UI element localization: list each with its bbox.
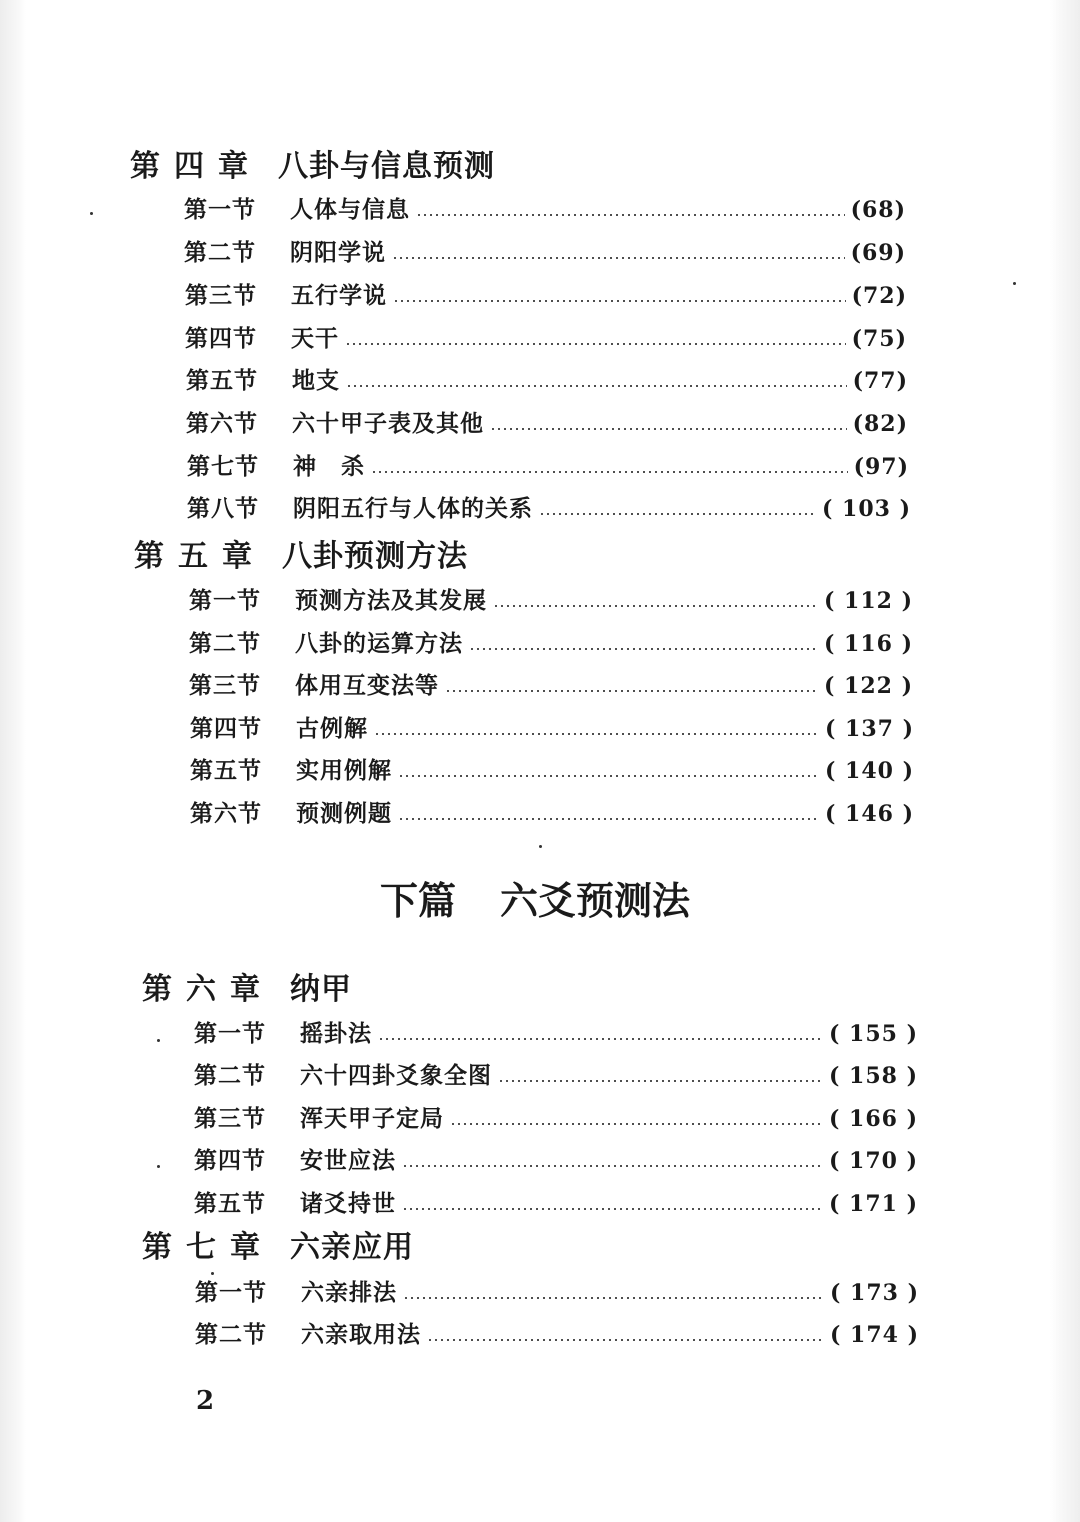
section-number: 第五节	[186, 367, 258, 394]
dot-leader	[398, 775, 819, 777]
section-number: 第七节	[187, 453, 259, 480]
toc-entry[interactable]	[195, 1281, 919, 1304]
page-ref: ( 140 )	[824, 757, 914, 784]
section-number: 第六节	[190, 800, 262, 827]
dot-leader	[403, 1297, 824, 1299]
dot-leader	[490, 428, 847, 430]
scan-speck	[157, 1039, 160, 1042]
page-ref: ( 158 )	[828, 1062, 918, 1089]
section-title: 神 杀	[293, 453, 365, 480]
chapter-heading	[142, 1230, 414, 1265]
dot-leader	[402, 1165, 823, 1167]
section-number: 第三节	[185, 282, 257, 309]
section-title: 地支	[292, 367, 340, 394]
dot-leader	[371, 471, 848, 473]
toc-entry[interactable]	[186, 412, 908, 435]
toc-entry[interactable]	[194, 1149, 918, 1172]
section-number: 第一节	[195, 1279, 267, 1306]
chapter-label: 第五章	[134, 539, 266, 574]
section-title: 六十四卦爻象全图	[300, 1062, 492, 1089]
page-ref: ( 166 )	[828, 1105, 918, 1132]
toc-entry[interactable]	[194, 1107, 918, 1130]
toc-entry[interactable]	[187, 497, 911, 520]
dot-leader	[392, 257, 845, 259]
toc-entry[interactable]	[195, 1323, 919, 1346]
chapter-heading	[142, 972, 352, 1007]
chapter-title: 六亲应用	[290, 1230, 414, 1265]
dot-leader	[393, 300, 846, 302]
toc-entry[interactable]	[187, 455, 909, 478]
scan-edge-left	[0, 0, 26, 1522]
dot-leader	[539, 513, 816, 515]
section-title: 六亲排法	[301, 1279, 397, 1306]
page-ref: (77)	[852, 367, 908, 394]
chapter-title: 纳甲	[290, 972, 352, 1007]
toc-entry[interactable]	[186, 369, 908, 392]
section-title: 安世应法	[300, 1147, 396, 1174]
dot-leader	[402, 1208, 823, 1210]
toc-entry[interactable]	[190, 759, 914, 782]
chapter-title: 八卦与信息预测	[278, 149, 495, 184]
part-title	[380, 878, 691, 923]
page-ref: (75)	[851, 325, 907, 352]
section-title: 预测例题	[296, 800, 392, 827]
toc-entry[interactable]	[185, 327, 907, 350]
dot-leader	[498, 1080, 823, 1082]
toc-entry[interactable]	[190, 717, 914, 740]
scan-speck	[539, 845, 542, 848]
page-ref: ( 173 )	[829, 1279, 919, 1306]
toc-entry[interactable]	[184, 198, 906, 221]
section-title: 诸爻持世	[300, 1190, 396, 1217]
section-number: 第六节	[186, 410, 258, 437]
toc-entry[interactable]	[194, 1064, 918, 1087]
section-number: 第三节	[194, 1105, 266, 1132]
chapter-heading	[130, 149, 495, 184]
toc-entry[interactable]	[189, 589, 913, 612]
dot-leader	[493, 605, 818, 607]
dot-leader	[374, 733, 819, 735]
section-number: 第五节	[194, 1190, 266, 1217]
toc-entry[interactable]	[194, 1192, 918, 1215]
toc-entry[interactable]	[190, 802, 914, 825]
chapter-title: 八卦预测方法	[282, 539, 468, 574]
scan-speck	[157, 1165, 160, 1168]
section-number: 第二节	[184, 239, 256, 266]
dot-leader	[469, 648, 818, 650]
section-number: 第一节	[184, 196, 256, 223]
dot-leader	[345, 343, 846, 345]
section-title: 预测方法及其发展	[295, 587, 487, 614]
section-number: 第四节	[194, 1147, 266, 1174]
page-ref: ( 103 )	[821, 495, 911, 522]
section-number: 第四节	[185, 325, 257, 352]
part-label: 下篇	[380, 878, 457, 923]
page-ref: (97)	[853, 453, 909, 480]
section-title: 实用例解	[296, 757, 392, 784]
toc-entry[interactable]	[185, 284, 907, 307]
page-ref: ( 112 )	[823, 587, 913, 614]
chapter-label: 第四章	[130, 149, 262, 184]
dot-leader	[378, 1038, 823, 1040]
scan-speck	[1013, 282, 1016, 285]
page-ref: ( 155 )	[828, 1020, 918, 1047]
toc-entry[interactable]	[194, 1022, 918, 1045]
page-number: 2	[196, 1386, 215, 1416]
part-name: 六爻预测法	[500, 878, 691, 923]
chapter-label: 第六章	[142, 972, 274, 1007]
section-number: 第四节	[190, 715, 262, 742]
page-ref: ( 171 )	[828, 1190, 918, 1217]
section-title: 人体与信息	[290, 196, 410, 223]
page-ref: ( 137 )	[824, 715, 914, 742]
dot-leader	[445, 690, 818, 692]
scan-edge-right	[1050, 0, 1080, 1522]
chapter-heading	[134, 539, 468, 574]
section-number: 第三节	[189, 672, 261, 699]
section-title: 六十甲子表及其他	[292, 410, 484, 437]
page-ref: ( 146 )	[824, 800, 914, 827]
page-ref: (72)	[851, 282, 907, 309]
section-title: 六亲取用法	[301, 1321, 421, 1348]
toc-entry[interactable]	[184, 241, 906, 264]
chapter-label: 第七章	[142, 1230, 274, 1265]
section-title: 古例解	[296, 715, 368, 742]
page-ref: ( 116 )	[823, 630, 913, 657]
section-title: 阴阳学说	[290, 239, 386, 266]
page-ref: ( 174 )	[829, 1321, 919, 1348]
section-title: 天干	[291, 325, 339, 352]
page-ref: (68)	[850, 196, 906, 223]
section-title: 体用互变法等	[295, 672, 439, 699]
section-number: 第二节	[189, 630, 261, 657]
dot-leader	[398, 818, 819, 820]
section-title: 五行学说	[291, 282, 387, 309]
section-number: 第五节	[190, 757, 262, 784]
section-number: 第八节	[187, 495, 259, 522]
section-number: 第二节	[194, 1062, 266, 1089]
dot-leader	[427, 1339, 824, 1341]
page-ref: (82)	[852, 410, 908, 437]
dot-leader	[416, 214, 845, 216]
scan-speck	[90, 212, 93, 215]
section-number: 第一节	[194, 1020, 266, 1047]
page-ref: (69)	[850, 239, 906, 266]
page-ref: ( 122 )	[823, 672, 913, 699]
section-title: 摇卦法	[300, 1020, 372, 1047]
section-number: 第二节	[195, 1321, 267, 1348]
scan-speck	[211, 1272, 214, 1275]
page-ref: ( 170 )	[828, 1147, 918, 1174]
section-title: 八卦的运算方法	[295, 630, 463, 657]
section-number: 第一节	[189, 587, 261, 614]
dot-leader	[346, 385, 847, 387]
dot-leader	[450, 1123, 823, 1125]
section-title: 阴阳五行与人体的关系	[293, 495, 533, 522]
toc-entry[interactable]	[189, 674, 913, 697]
section-title: 浑天甲子定局	[300, 1105, 444, 1132]
toc-entry[interactable]	[189, 632, 913, 655]
